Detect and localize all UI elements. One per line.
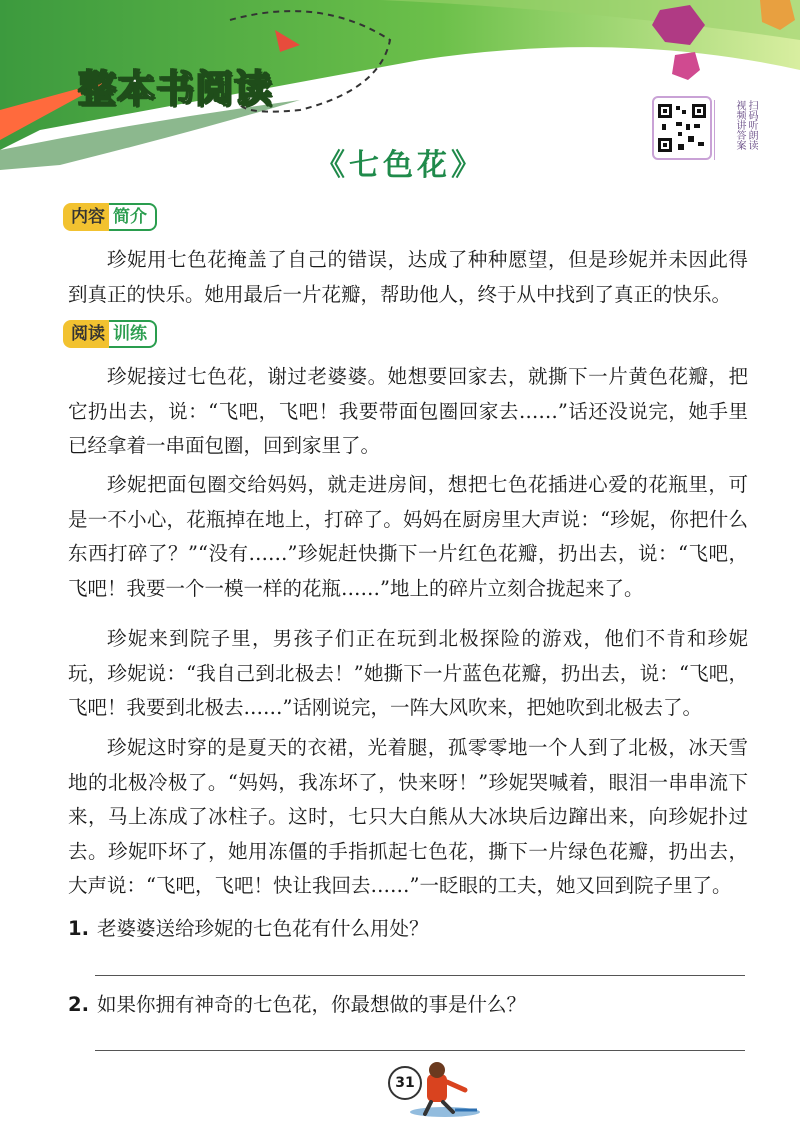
section-title: 整本书阅读 bbox=[78, 67, 274, 111]
question-1 bbox=[68, 914, 429, 944]
reading-paragraph-4: 珍妮这时穿的是夏天的衣裙，光着腿，孤零零地一个人到了北极，冰天雪地的北极冷极了。“妈妈，我冻坏了，快来呀！”珍妮哭喊着，眼泪一串串流下来，马上冻成了冰柱子。这时，七只大白熊从大冰块后边蹿出来，向珍妮扑过去。珍妮吓坏了，她用冻僵的手指抓起七色花，撕下一片绿色花瓣，扔出去，大声说：“飞吧，飞吧！快让我回去……”一眨眼的工夫，她又回到院子里了。 bbox=[68, 736, 748, 897]
reading-paragraph-1: 珍妮接过七色花，谢过老婆婆。她想要回家去，就撕下一片黄色花瓣，把它扔出去，说：“飞吧，飞吧！我要带面包圈回家去……”话还没说完，她手里已经拿着一串面包圈，回到家里了。 bbox=[68, 365, 748, 457]
book-title: 《七色花》 bbox=[315, 148, 485, 183]
reading-tag-part-a: 阅读 bbox=[63, 320, 109, 348]
reading-paragraph-2: 珍妮把面包圈交给妈妈，就走进房间，想把七色花插进心爱的花瓶里，可是一不小心，花瓶掉在地上，打碎了。妈妈在厨房里大声说：“珍妮，你把什么东西打碎了？”“没有……”珍妮赶快撕下一片红色花瓣，扔出去，说：“飞吧，飞吧！我要一个一模一样的花瓶……”地上的碎片立刻合拢起来了。 bbox=[68, 473, 748, 600]
intro-tag-part-a: 内容 bbox=[63, 203, 109, 231]
question-1-number: 1. bbox=[68, 917, 89, 940]
intro-tag bbox=[63, 203, 157, 231]
reading-paragraph-3: 珍妮来到院子里，男孩子们正在玩到北极探险的游戏，他们不肯和珍妮玩，珍妮说：“我自己到北极去！”她撕下一片蓝色花瓣，扔出去，说：“飞吧，飞吧！我要到北极去……”话刚说完，一阵大风吹来，把她吹到北极去了。 bbox=[68, 627, 748, 719]
question-2 bbox=[68, 990, 526, 1020]
qr-label: 扫码听朗读 视频讲答案 bbox=[714, 100, 757, 160]
reading-tag bbox=[63, 320, 157, 348]
intro-text: 珍妮用七色花掩盖了自己的错误，达成了种种愿望，但是珍妮并未因此得到真正的快乐。她用最后一片花瓣，帮助他人，终于从中找到了真正的快乐。 bbox=[68, 248, 748, 306]
page-number: 31 bbox=[388, 1066, 422, 1100]
answer-line-1[interactable] bbox=[95, 975, 745, 976]
question-1-text: 老婆婆送给珍妮的七色花有什么用处？ bbox=[96, 917, 429, 940]
question-2-text: 如果你拥有神奇的七色花，你最想做的事是什么？ bbox=[96, 993, 526, 1016]
answer-line-2[interactable] bbox=[95, 1050, 745, 1051]
question-2-number: 2. bbox=[68, 993, 89, 1016]
intro-tag-part-b: 简介 bbox=[109, 203, 157, 231]
reading-tag-part-b: 训练 bbox=[109, 320, 157, 348]
